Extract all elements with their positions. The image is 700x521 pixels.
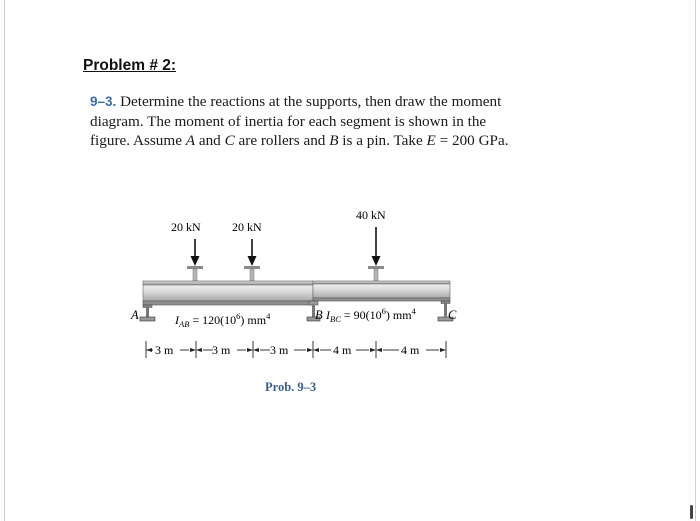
load-label-3: 40 kN — [356, 208, 386, 222]
inertia-bc-symbol: I — [326, 308, 330, 322]
load-label-1: 20 kN — [171, 220, 201, 234]
dimension-label-1: 3 m — [155, 343, 174, 357]
statement-text-4: is a pin. Take — [342, 132, 423, 149]
load-label-2: 20 kN — [232, 220, 262, 234]
load-arrow-1 — [191, 239, 200, 266]
problem-heading: Problem # 2: — [83, 57, 177, 74]
scrollbar-thumb[interactable] — [690, 505, 693, 519]
support-b-ref: B — [329, 132, 339, 149]
figure-caption: Prob. 9–3 — [265, 380, 317, 394]
beam-segment-bc — [313, 281, 450, 301]
inertia-bc-unit: ) mm — [385, 308, 412, 322]
inertia-bc-subscript: BC — [330, 314, 341, 324]
dimension-label-4: 4 m — [333, 343, 352, 357]
support-label-c: C — [448, 308, 457, 322]
beam-segment-ab — [143, 281, 313, 305]
load-plate-1 — [187, 266, 203, 281]
inertia-ab-symbol: I — [175, 313, 179, 327]
support-c-ref: C — [224, 132, 235, 149]
statement-text-5: = 200 GPa. — [439, 132, 509, 149]
statement-text-1: Determine the reactions at the supports, then draw the moment diagram. The moment of inertia for each segment is shown in the figure. Assume — [90, 93, 502, 149]
inertia-ab-value: = 120(10 — [189, 313, 237, 327]
inertia-label-ab — [174, 311, 271, 329]
support-a-ref: A — [185, 132, 196, 149]
problem-number: 9–3. — [90, 94, 117, 109]
load-arrow-3 — [372, 227, 381, 266]
load-plate-2 — [244, 266, 260, 281]
inertia-label-bc — [325, 306, 417, 324]
support-a-roller — [140, 305, 155, 321]
inertia-ab-subscript: AB — [179, 319, 190, 329]
load-arrow-2 — [248, 239, 257, 266]
modulus-symbol: E — [426, 132, 436, 149]
statement-text-2: and — [198, 132, 221, 149]
inertia-ab-exponent: 6 — [236, 311, 241, 321]
load-plate-3 — [368, 266, 384, 281]
dimension-label-3: 3 m — [270, 343, 289, 357]
support-label-b: B — [315, 308, 323, 322]
dimension-label-2: 3 m — [212, 343, 231, 357]
inertia-bc-power: 4 — [411, 306, 416, 316]
support-label-a: A — [131, 308, 139, 322]
statement-text-3: are rollers and — [238, 132, 326, 149]
inertia-ab-power: 4 — [266, 311, 271, 321]
inertia-bc-exponent: 6 — [381, 306, 386, 316]
inertia-bc-value: = 90(10 — [340, 308, 382, 322]
inertia-ab-unit: ) mm — [240, 313, 267, 327]
dimension-label-5: 4 m — [401, 343, 420, 357]
